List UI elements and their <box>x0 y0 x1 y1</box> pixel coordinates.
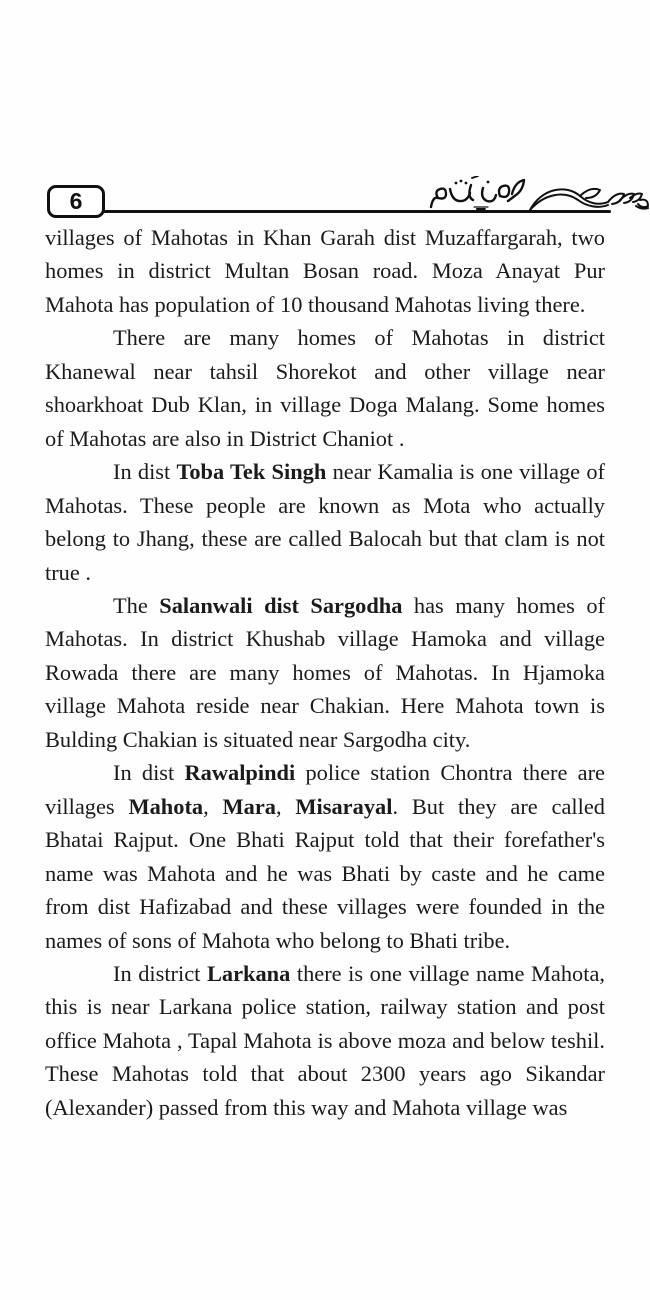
paragraph <box>45 957 605 1124</box>
text-run: there is one village name Mahota, this is near Larkana police station, railway station and post office Mahota , Tapal Mahota is above moza and below teshil. These Mahotas told that about 2300 years ago Sikandar (Alexander) passed from this way and Mahota village was <box>45 960 605 1120</box>
text-run: has many homes of Mahotas. In district Khushab village Hamoka and village Rowada there are many homes of Mahotas. In Hjamoka village Mahota reside near Chakian. Here Mahota town is Bulding Chakian is situated near Sargodha city. <box>45 592 605 752</box>
text-run: The <box>113 592 160 618</box>
text-run: There are many homes of Mahotas in district Khanewal near tahsil Shorekot and other village near shoarkhoat Dub Klan, in village Doga Malang. Some homes of Mahotas are also in District Chaniot . <box>45 325 605 451</box>
paragraph <box>45 589 605 756</box>
text-run: villages of Mahotas in Khan Garah dist Muzaffargarah, two homes in district Multan Bosan road. Moza Anayat Pur Mahota has population of 10 thousand Mahotas living there. <box>45 225 605 317</box>
body-text <box>45 221 605 1124</box>
vine-flourish-icon <box>528 178 650 223</box>
text-run: In dist <box>113 760 185 786</box>
bold-text-run: Misarayal <box>295 793 393 819</box>
page-number-box <box>47 185 105 218</box>
paragraph <box>45 221 605 321</box>
bold-text-run: Larkana <box>206 960 291 986</box>
bold-text-run: Mara <box>222 793 276 819</box>
page-number: 6 <box>69 188 83 214</box>
text-run: , <box>276 793 296 819</box>
text-run: In district <box>113 960 207 986</box>
paragraph <box>45 756 605 957</box>
text-run: . But they are called Bhatai Rajput. One Bhati Rajput told that their forefather's name was Mahota and he was Bhati by caste and he came from dist Hafizabad and these villages were founded in the names of sons of Mahota who belong to Bhati tribe. <box>45 793 605 953</box>
paragraph <box>45 321 605 455</box>
page-header <box>0 183 650 223</box>
bold-text-run: Salanwali dist Sargodha <box>159 592 403 618</box>
text-run: near Kamalia is one village of Mahotas. These people are known as Mota who actually belong to Jhang, these are called Balocah but that clam is not true . <box>45 459 605 585</box>
bold-text-run: Rawalpindi <box>184 760 296 786</box>
bold-text-run: Mahota <box>128 793 204 819</box>
text-run: In dist <box>113 459 177 485</box>
bold-text-run: Toba Tek Singh <box>176 459 327 485</box>
text-run: , <box>203 793 223 819</box>
urdu-title-calligraphy-icon <box>428 176 532 225</box>
text-run: police station Chontra there are villages <box>45 760 605 819</box>
paragraph <box>45 455 605 589</box>
